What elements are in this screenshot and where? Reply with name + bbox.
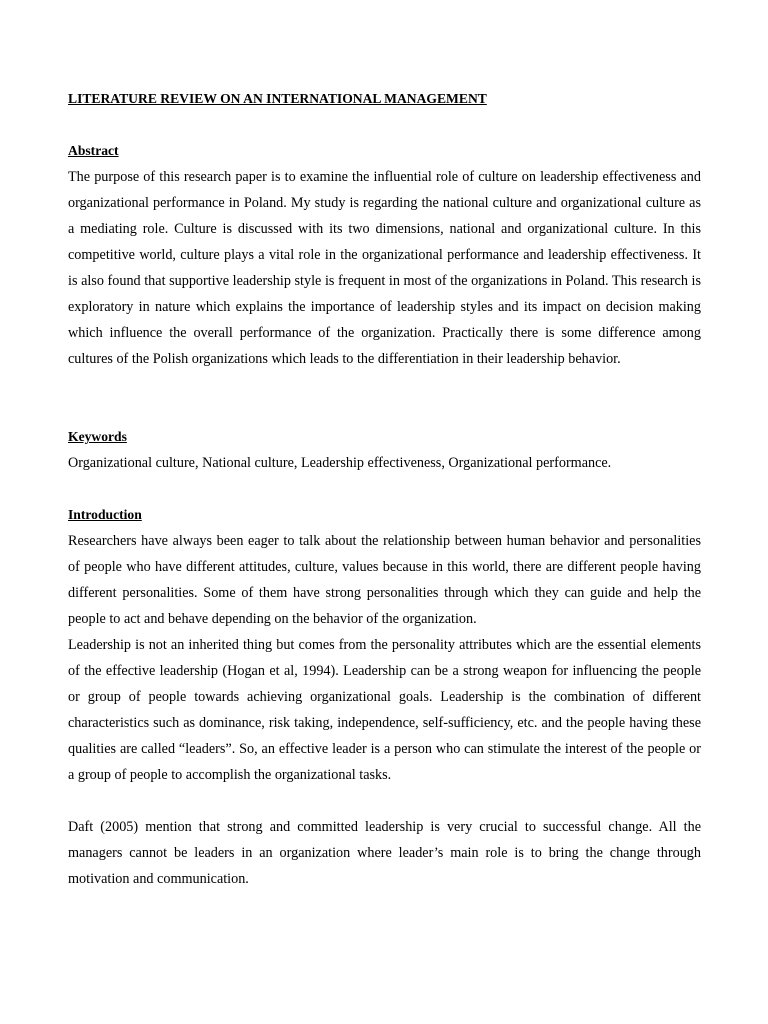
introduction-paragraph-2: Leadership is not an inherited thing but comes from the personality attributes which are the essential elements of the effective leadership (Hogan et al, 1994). Leadership can be a strong weapon for influencing the people or group of people towards achieving organizational goals. Leadership is the combination of different characteristics such as dominance, risk taking, independence, self-sufficiency, etc. and the people having these qualities are called “leaders”. So, an effective leader is a person who can stimulate the interest of the people or a group of people to accomplish the organizational tasks. xyxy=(68,637,701,783)
keywords-heading: Keywords xyxy=(68,429,127,444)
introduction-heading: Introduction xyxy=(68,507,142,522)
introduction-paragraph-1: Researchers have always been eager to talk about the relationship between human behavior and personalities of people who have different attitudes, culture, values because in this world, there are different people having different personalities. Some of them have strong personalities through which they can guide and help the people to act and behave depending on the behavior of the organization. xyxy=(68,533,701,627)
introduction-paragraph-3: Daft (2005) mention that strong and committed leadership is very crucial to successful change. All the managers cannot be leaders in an organization where leader’s main role is to bring the change through motivation and communication. xyxy=(68,819,701,887)
abstract-heading: Abstract xyxy=(68,143,119,158)
keywords-paragraph: Organizational culture, National culture, Leadership effectiveness, Organizational performance. xyxy=(68,455,612,471)
document-title: LITERATURE REVIEW ON AN INTERNATIONAL MANAGEMENT xyxy=(68,91,487,106)
abstract-paragraph: The purpose of this research paper is to examine the influential role of culture on leadership effectiveness and organizational performance in Poland. My study is regarding the national culture and organizational culture as a mediating role. Culture is discussed with its two dimensions, national and organizational culture. In this competitive world, culture plays a vital role in the organizational performance and leadership effectiveness. It is also found that supportive leadership style is frequent in most of the organizations in Poland. This research is exploratory in nature which explains the importance of leadership styles and its impact on decision making which influence the overall performance of the organization. Practically there is some difference among cultures of the Polish organizations which leads to the differentiation in their leadership behavior. xyxy=(68,169,701,367)
